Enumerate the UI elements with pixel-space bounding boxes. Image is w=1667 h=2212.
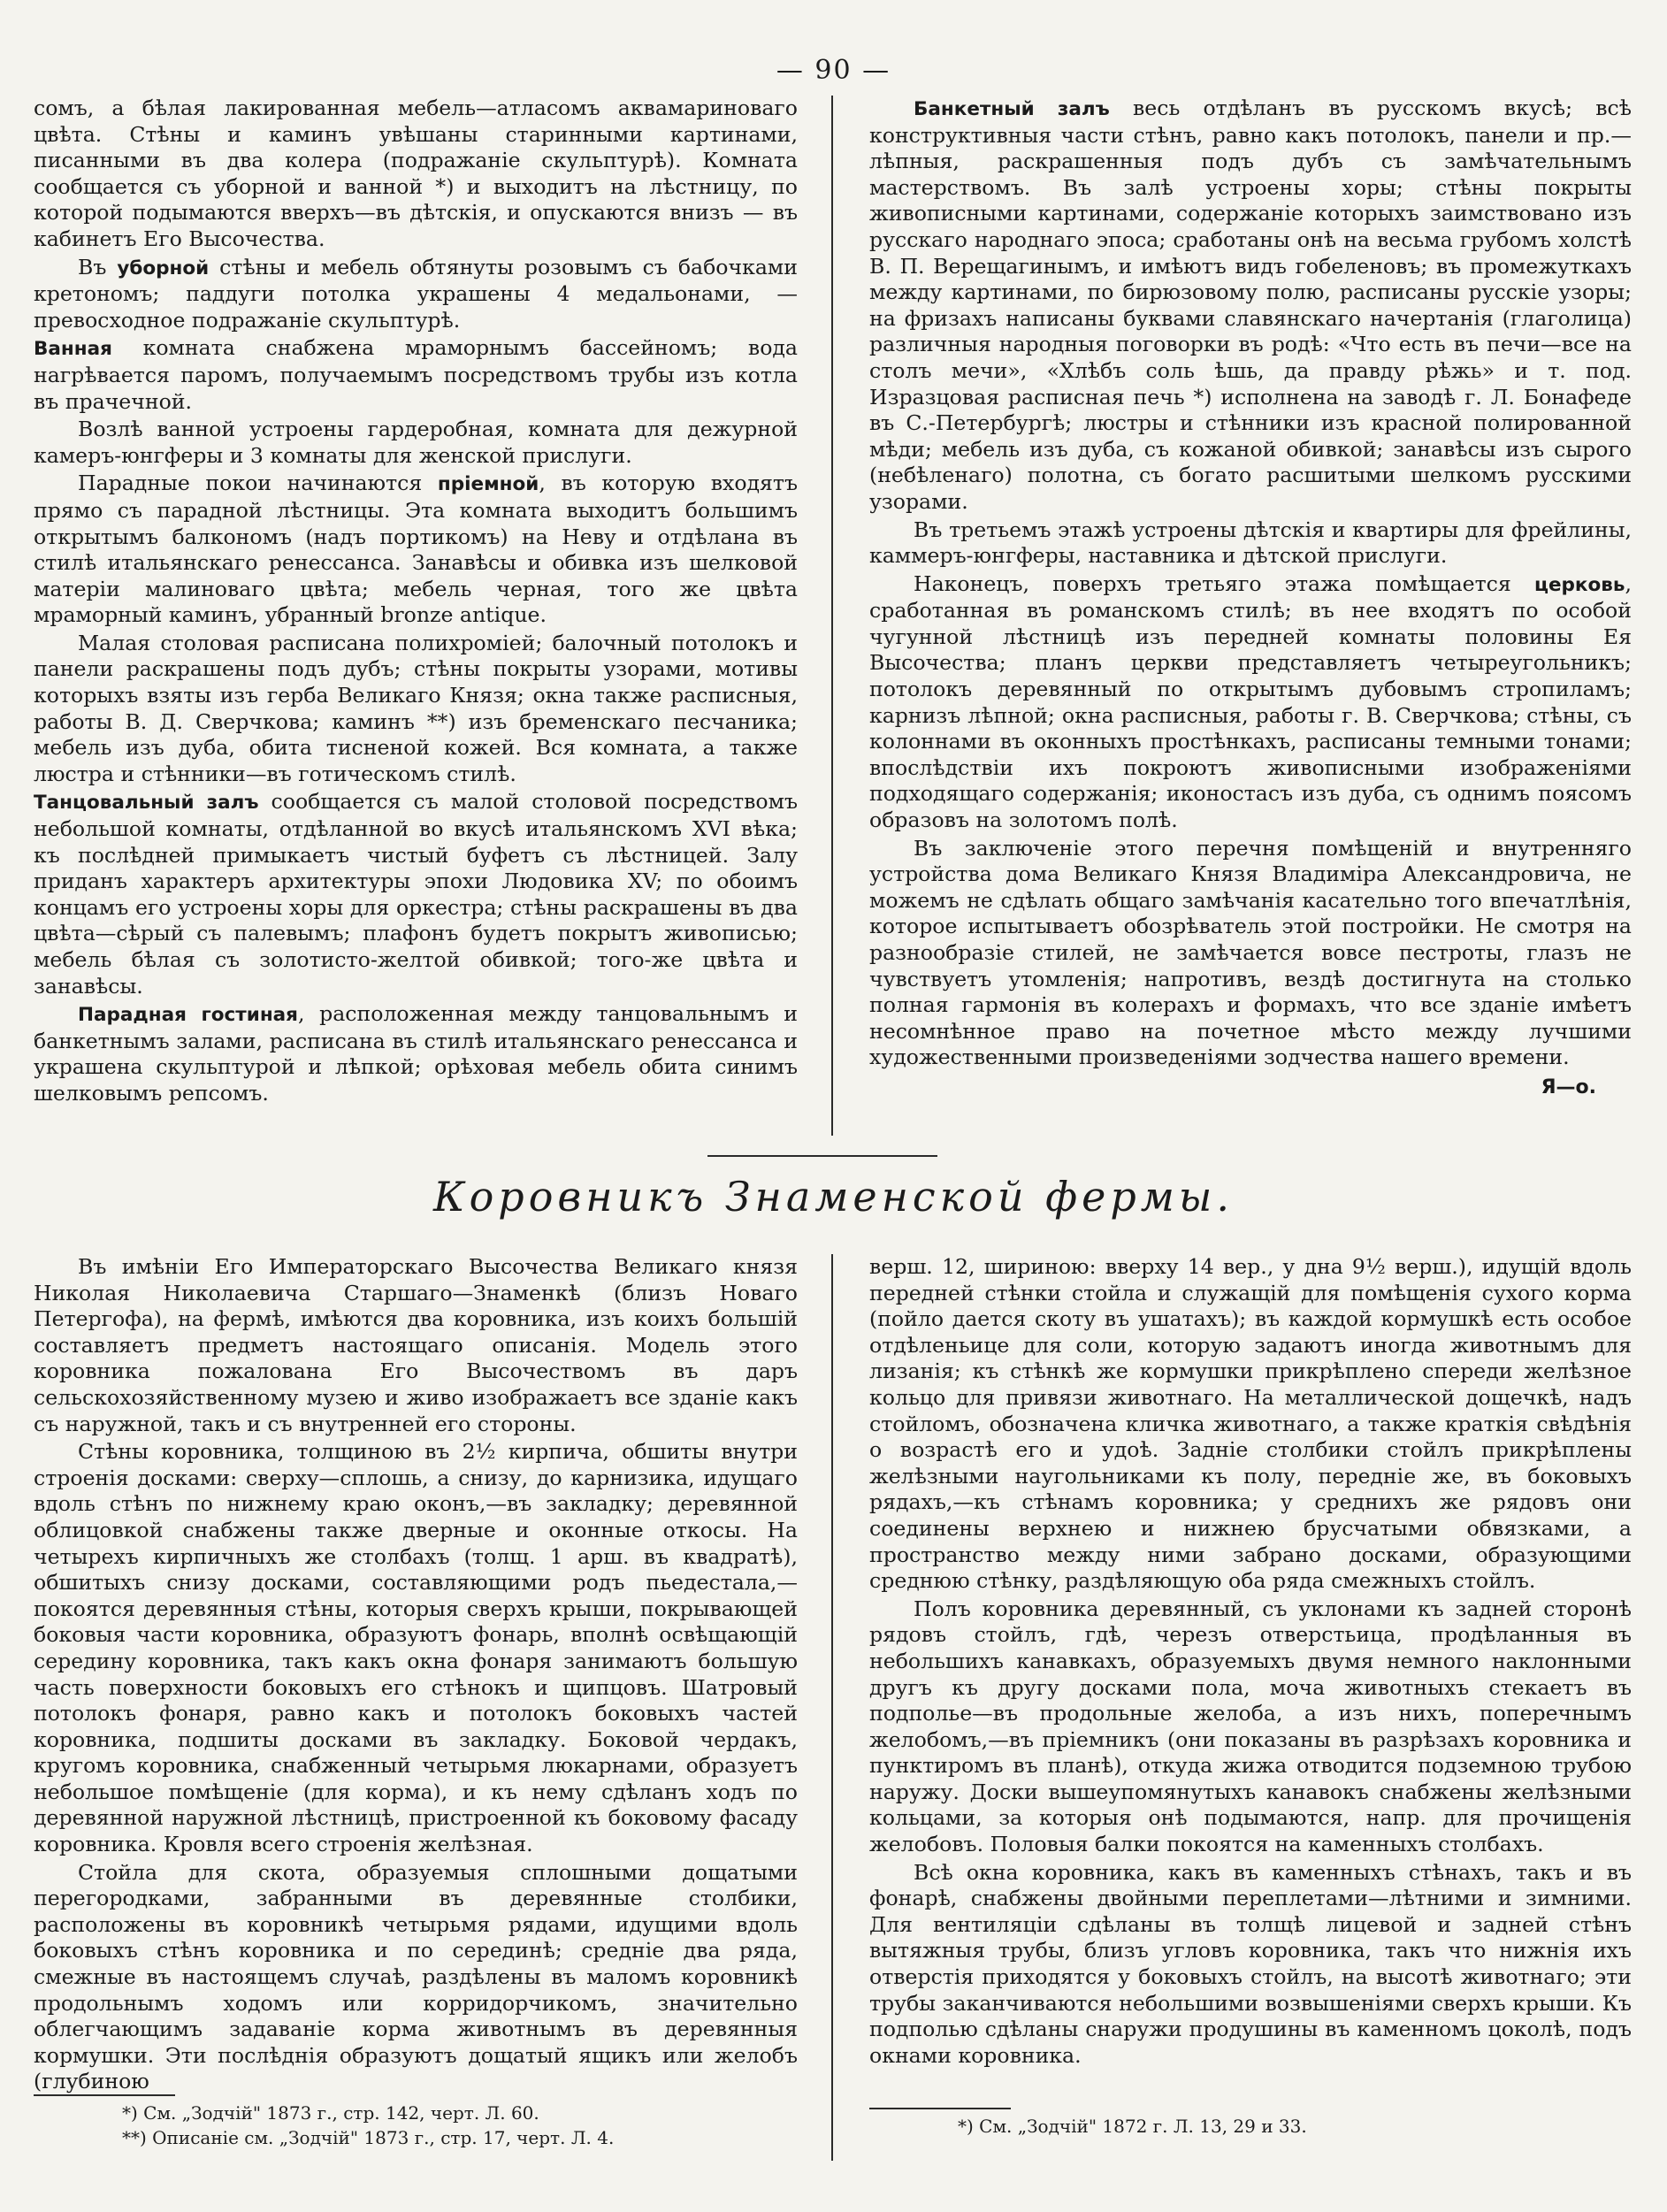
footnote-rule [869, 2108, 1011, 2109]
top-right-column [869, 96, 1632, 1101]
footnote: **) Описаніе см. „Зодчій" 1873 г., стр. 17, черт. Л. 4. [122, 2127, 615, 2148]
text-run: , въ которую входятъ прямо съ парадной лѣстницы. Эта комната выходитъ большимъ открытымъ балкономъ (надъ портикомъ) на Неву и отдѣлана въ стилѣ итальянскаго ренессанса. Занавѣсы и обивка изъ шелковой матеріи малиноваго цвѣта; мебель черная, того же цвѣта мраморный каминъ, убранный bronze antique. [34, 471, 798, 628]
paragraph: Возлѣ ванной устроены гардеробная, комната для дежурной камеръ-юнгферы и 3 комнаты для женской прислуги. [34, 417, 798, 468]
bold-term: Парадная гостиная [78, 1004, 298, 1027]
paragraph [34, 255, 798, 334]
bold-term: Ванная [34, 338, 112, 361]
page-number: — 90 — [776, 55, 891, 86]
section-separator [707, 1155, 937, 1157]
bold-term: пріемной [437, 473, 539, 496]
paragraph: Малая столовая расписана полихроміей; балочный потолокъ и панели раскрашены подъ дубъ; стѣны покрыты узорами, мотивы которыхъ взяты изъ герба Великаго Князя; окна также расписныя, работы В. Д. Сверчкова; каминъ **) изъ бременскаго песчаника; мебель изъ дуба, обита тисненой кожей. Вся комната, а также люстра и стѣнники—въ готическомъ стилѣ. [34, 630, 798, 786]
author-signature: Я—о. [1541, 1075, 1596, 1098]
paragraph [34, 471, 798, 629]
paragraph: верш. 12, шириною: вверху 14 вер., у дна 9½ верш.), идущій вдоль передней стѣнки стойла и служащій для помѣщенія сухого корма (пойло дается скоту въ ушатахъ); въ каждой кормушкѣ есть особое отдѣленьице для соли, которую задаютъ иногда животнымъ для лизанія; къ стѣнкѣ же кормушки прикрѣплено спереди желѣзное кольцо для привязи животнаго. На металлической дощечкѣ, надъ стойломъ, обозначена кличка животнаго, а также краткія свѣдѣнія о возрастѣ его и удоѣ. Задніе столбики стойлъ прикрѣплены желѣзными наугольниками къ полу, передніе же, въ боковыхъ рядахъ,—къ стѣнамъ коровника; у среднихъ же рядовъ они соединены верхнею и нижнею брусчатыми обвязками, а пространство между ними забрано досками, образующими среднюю стѣнку, раздѣляющую оба ряда смежныхъ стойлъ. [869, 1254, 1632, 1594]
paragraph [34, 335, 798, 415]
bold-term: Банкетный залъ [914, 98, 1110, 120]
paragraph: Всѣ окна коровника, какъ въ каменныхъ стѣнахъ, такъ и въ фонарѣ, снабжены двойными переплетами—лѣтними и зимними. Для вентиляціи сдѣланы въ толщѣ лицевой и задней стѣнъ вытяжныя трубы, близъ угловъ коровника, такъ что нижнія ихъ отверстія приходятся у боковыхъ стойлъ, на высотѣ животнаго; эти трубы заканчиваются небольшими возвышеніями сверхъ крыши. Къ подполью сдѣланы снаружи продушины въ каменномъ цоколѣ, подъ окнами коровника. [869, 1859, 1632, 2068]
footnote-rule [34, 2094, 175, 2096]
section-title: Коровникъ Знаменской фермы. [432, 1173, 1234, 1221]
column-divider [831, 96, 833, 1136]
paragraph: сомъ, а бѣлая лакированная мебель—атласомъ аквамариноваго цвѣта. Стѣны и каминъ увѣшаны старинными картинами, писанными въ два колера (подражаніе скульптурѣ). Комната сообщается съ уборной и ванной *) и выходитъ на лѣстницу, по которой подымаются вверхъ—въ дѣтскія, и опускаются внизъ — въ кабинетъ Его Высочества. [34, 96, 798, 251]
paragraph: Въ заключеніе этого перечня помѣщеній и внутренняго устройства дома Великаго Князя Владиміра Александровича, не можемъ не сдѣлать общаго замѣчанія касательно того впечатлѣнія, которое испытываетъ обозрѣватель этой постройки. Не смотря на разнообразіе стилей, не замѣчается вовсе пестроты, глазъ не чувствуетъ утомленія; напротивъ, вездѣ достигнута на столько полная гармонія въ колерахъ и формахъ, что все зданіе имѣетъ несомнѣнное право на почетное мѣсто между лучшими художественными произведеніями зодчества нашего времени. [869, 835, 1632, 1070]
paragraph [869, 96, 1632, 516]
paragraph [869, 571, 1632, 834]
bold-term: церковь [1534, 573, 1625, 596]
text-run: , расположенная между танцовальнымъ и банкетнымъ залами, расписана въ стилѣ итальянскаго ренессанса и украшена скульптурой и лѣпкой; орѣховая мебель обита синимъ шелковымъ репсомъ. [34, 1001, 799, 1106]
bottom-left-column [34, 1254, 798, 2095]
text-run: Въ [78, 254, 118, 279]
footnote: *) См. „Зодчій" 1872 г. Л. 13, 29 и 33. [958, 2116, 1307, 2137]
text-run: Наконецъ, поверхъ третьяго этажа помѣщается [914, 570, 1535, 596]
text-run: , сработанная въ романскомъ стилѣ; въ нее входятъ по особой чугунной лѣстницѣ изъ передней комнаты половины Ея Высочества; планъ церкви представляетъ четыреугольникъ; потолокъ деревянный по открытымъ дубовымъ стропиламъ; карнизъ лѣпной; окна расписныя, работы г. В. Сверчкова; стѣны, съ колоннами въ оконныхъ простѣнкахъ, расписаны темными тонами; впослѣдствіи ихъ покроютъ живописными изображеніями подходящаго содержанія; иконостасъ изъ дуба, съ однимъ поясомъ образовъ на золотомъ полѣ. [869, 570, 1632, 833]
paragraph: Въ имѣніи Его Императорскаго Высочества Великаго князя Николая Николаевича Старшаго—Знаменкѣ (близъ Новаго Петергофа), на фермѣ, имѣются два коровника, изъ коихъ большій составляетъ предметъ настоящаго описанія. Модель этого коровника пожалована Его Высочествомъ въ даръ сельскохозяйственному музею и живо изображаетъ все зданіе какъ съ наружной, такъ и съ внутренней его стороны. [34, 1254, 798, 1436]
footnotes-left [34, 2087, 798, 2149]
footnote: *) См. „Зодчій" 1873 г., стр. 142, черт. Л. 60. [122, 2102, 539, 2124]
bottom-right-column [869, 1254, 1632, 2069]
bold-term: уборной [117, 256, 210, 279]
paragraph: Стѣны коровника, толщиною въ 2½ кирпича, обшиты внутри строенія досками: сверху—сплошь, а снизу, до карнизика, идущаго вдоль стѣнъ по нижнему краю оконъ,—въ закладку; деревянной облицовкой снабжены также дверные и оконные откосы. На четырехъ кирпичныхъ же столбахъ (толщ. 1 арш. въ квадратѣ), обшитыхъ снизу досками, составляющими родъ пьедестала,—покоятся деревянныя стѣны, которыя сверхъ крыши, покрывающей боковыя части коровника, образуютъ фонарь, вполнѣ освѣщающій середину коровника, такъ какъ окна фонаря занимаютъ большую часть поверхности боковыхъ его стѣнокъ и щипцовъ. Шатровый потолокъ фонаря, равно какъ и потолокъ боковыхъ частей коровника, подшиты досками въ закладку. Боковой чердакъ, кругомъ коровника, снабженный четырьмя люкарнами, образуетъ небольшое помѣщеніе (для корма), и къ нему сдѣланъ ходъ по деревянной наружной лѣстницѣ, пристроенной къ боковому фасаду коровника. Кровля всего строенія желѣзная. [34, 1439, 798, 1857]
text-run: Парадные покои начинаются [78, 471, 438, 496]
text-run: комната снабжена мраморнымъ бассейномъ; вода нагрѣвается паромъ, получаемымъ посредствомъ трубы изъ котла въ прачечной. [34, 335, 798, 414]
bold-term: Танцовальный залъ [34, 792, 259, 815]
paragraph: Стойла для скота, образуемыя сплошными дощатыми перегородками, забранными въ деревянные столбики, расположены въ коровникѣ четырьмя рядами, идущими вдоль боковыхъ стѣнъ коровника и по серединѣ; средніе два ряда, смежные въ настоящемъ случаѣ, раздѣлены въ маломъ коровникѣ продольнымъ ходомъ или корридорчикомъ, значительно облегчающимъ задаваніе корма животнымъ въ деревянныя кормушки. Эти послѣднія образуютъ дощатый ящикъ или желобъ (глубиною [34, 1859, 798, 2094]
text-run: стѣны и мебель обтянуты розовымъ съ бабочками кретономъ; паддуги потолка украшены 4 медальонами, — превосходное подражаніе скульптурѣ. [34, 254, 798, 333]
paragraph: Полъ коровника деревянный, съ уклонами къ задней сторонѣ рядовъ стойлъ, гдѣ, черезъ отверстьица, продѣланныя въ небольшихъ канавкахъ, образуемыхъ двумя немного наклонными другъ къ другу досками пола, моча животныхъ стекаетъ въ подполье—въ продольные желоба, а изъ нихъ, поперечнымъ желобомъ,—въ пріемникъ (они показаны въ разрѣзахъ коровника и пунктиромъ въ планѣ), откуда жижа отводится подземною трубою наружу. Доски вышеупомянутыхъ канавокъ снабжены желѣзными кольцами, за которыя онѣ подымаются, напр. для прочищенія желобовъ. Половыя балки покоятся на каменныхъ столбахъ. [869, 1596, 1632, 1857]
footnotes-right [869, 2101, 1632, 2138]
text-run: сообщается съ малой столовой посредствомъ небольшой комнаты, отдѣланной во вкусѣ итальянскомъ XVI вѣка; къ послѣдней примыкаетъ чистый буфетъ съ лѣстницей. Залу приданъ характеръ архитектуры эпохи Людовика XV; по обоимъ концамъ его устроены хоры для оркестра; стѣны раскрашены въ два цвѣта—сѣрый съ палевымъ; плафонъ будетъ покрытъ живописью; мебель бѣлая съ золотисто-желтой обивкой; того-же цвѣта и занавѣсы. [34, 789, 798, 999]
paragraph [34, 1001, 798, 1106]
top-left-column [34, 96, 798, 1107]
column-divider [831, 1254, 833, 2161]
paragraph: Въ третьемъ этажѣ устроены дѣтскія и квартиры для фрейлины, каммеръ-юнгферы, наставника и дѣтской прислуги. [869, 517, 1632, 569]
text-run: весь отдѣланъ въ русскомъ вкусѣ; всѣ конструктивныя части стѣнъ, равно какъ потолокъ, панели и пр.— лѣпныя, раскрашенныя подъ дубъ съ замѣчательнымъ мастерствомъ. Въ залѣ устроены хоры; стѣны покрыты живописными картинами, содержаніе которыхъ заимствовано изъ русскаго народнаго эпоса; сработаны онѣ на весьма грубомъ холстѣ В. П. Верещагинымъ, и имѣютъ видъ гобеленовъ; въ промежуткахъ между картинами, по бирюзовому полю, расписаны русскіе узоры; на фризахъ написаны буквами славянскаго начертанія (глаголица) различныя народныя поговорки въ родѣ: «Что есть въ печи—все на столъ мечи», «Хлѣбъ соль ѣшь, да правду рѣжь» и т. под. Изразцовая расписная печь *) исполнена на заводѣ г. Л. Бонафеде въ С.-Петербургѣ; люстры и стѣнники изъ красной полированной мѣди; мебель изъ дуба, съ кожаной обивкой; занавѣсы изъ сырого (небѣленаго) полотна, съ богато расшитыми шелкомъ русскими узорами. [869, 96, 1632, 514]
paragraph [34, 789, 798, 999]
